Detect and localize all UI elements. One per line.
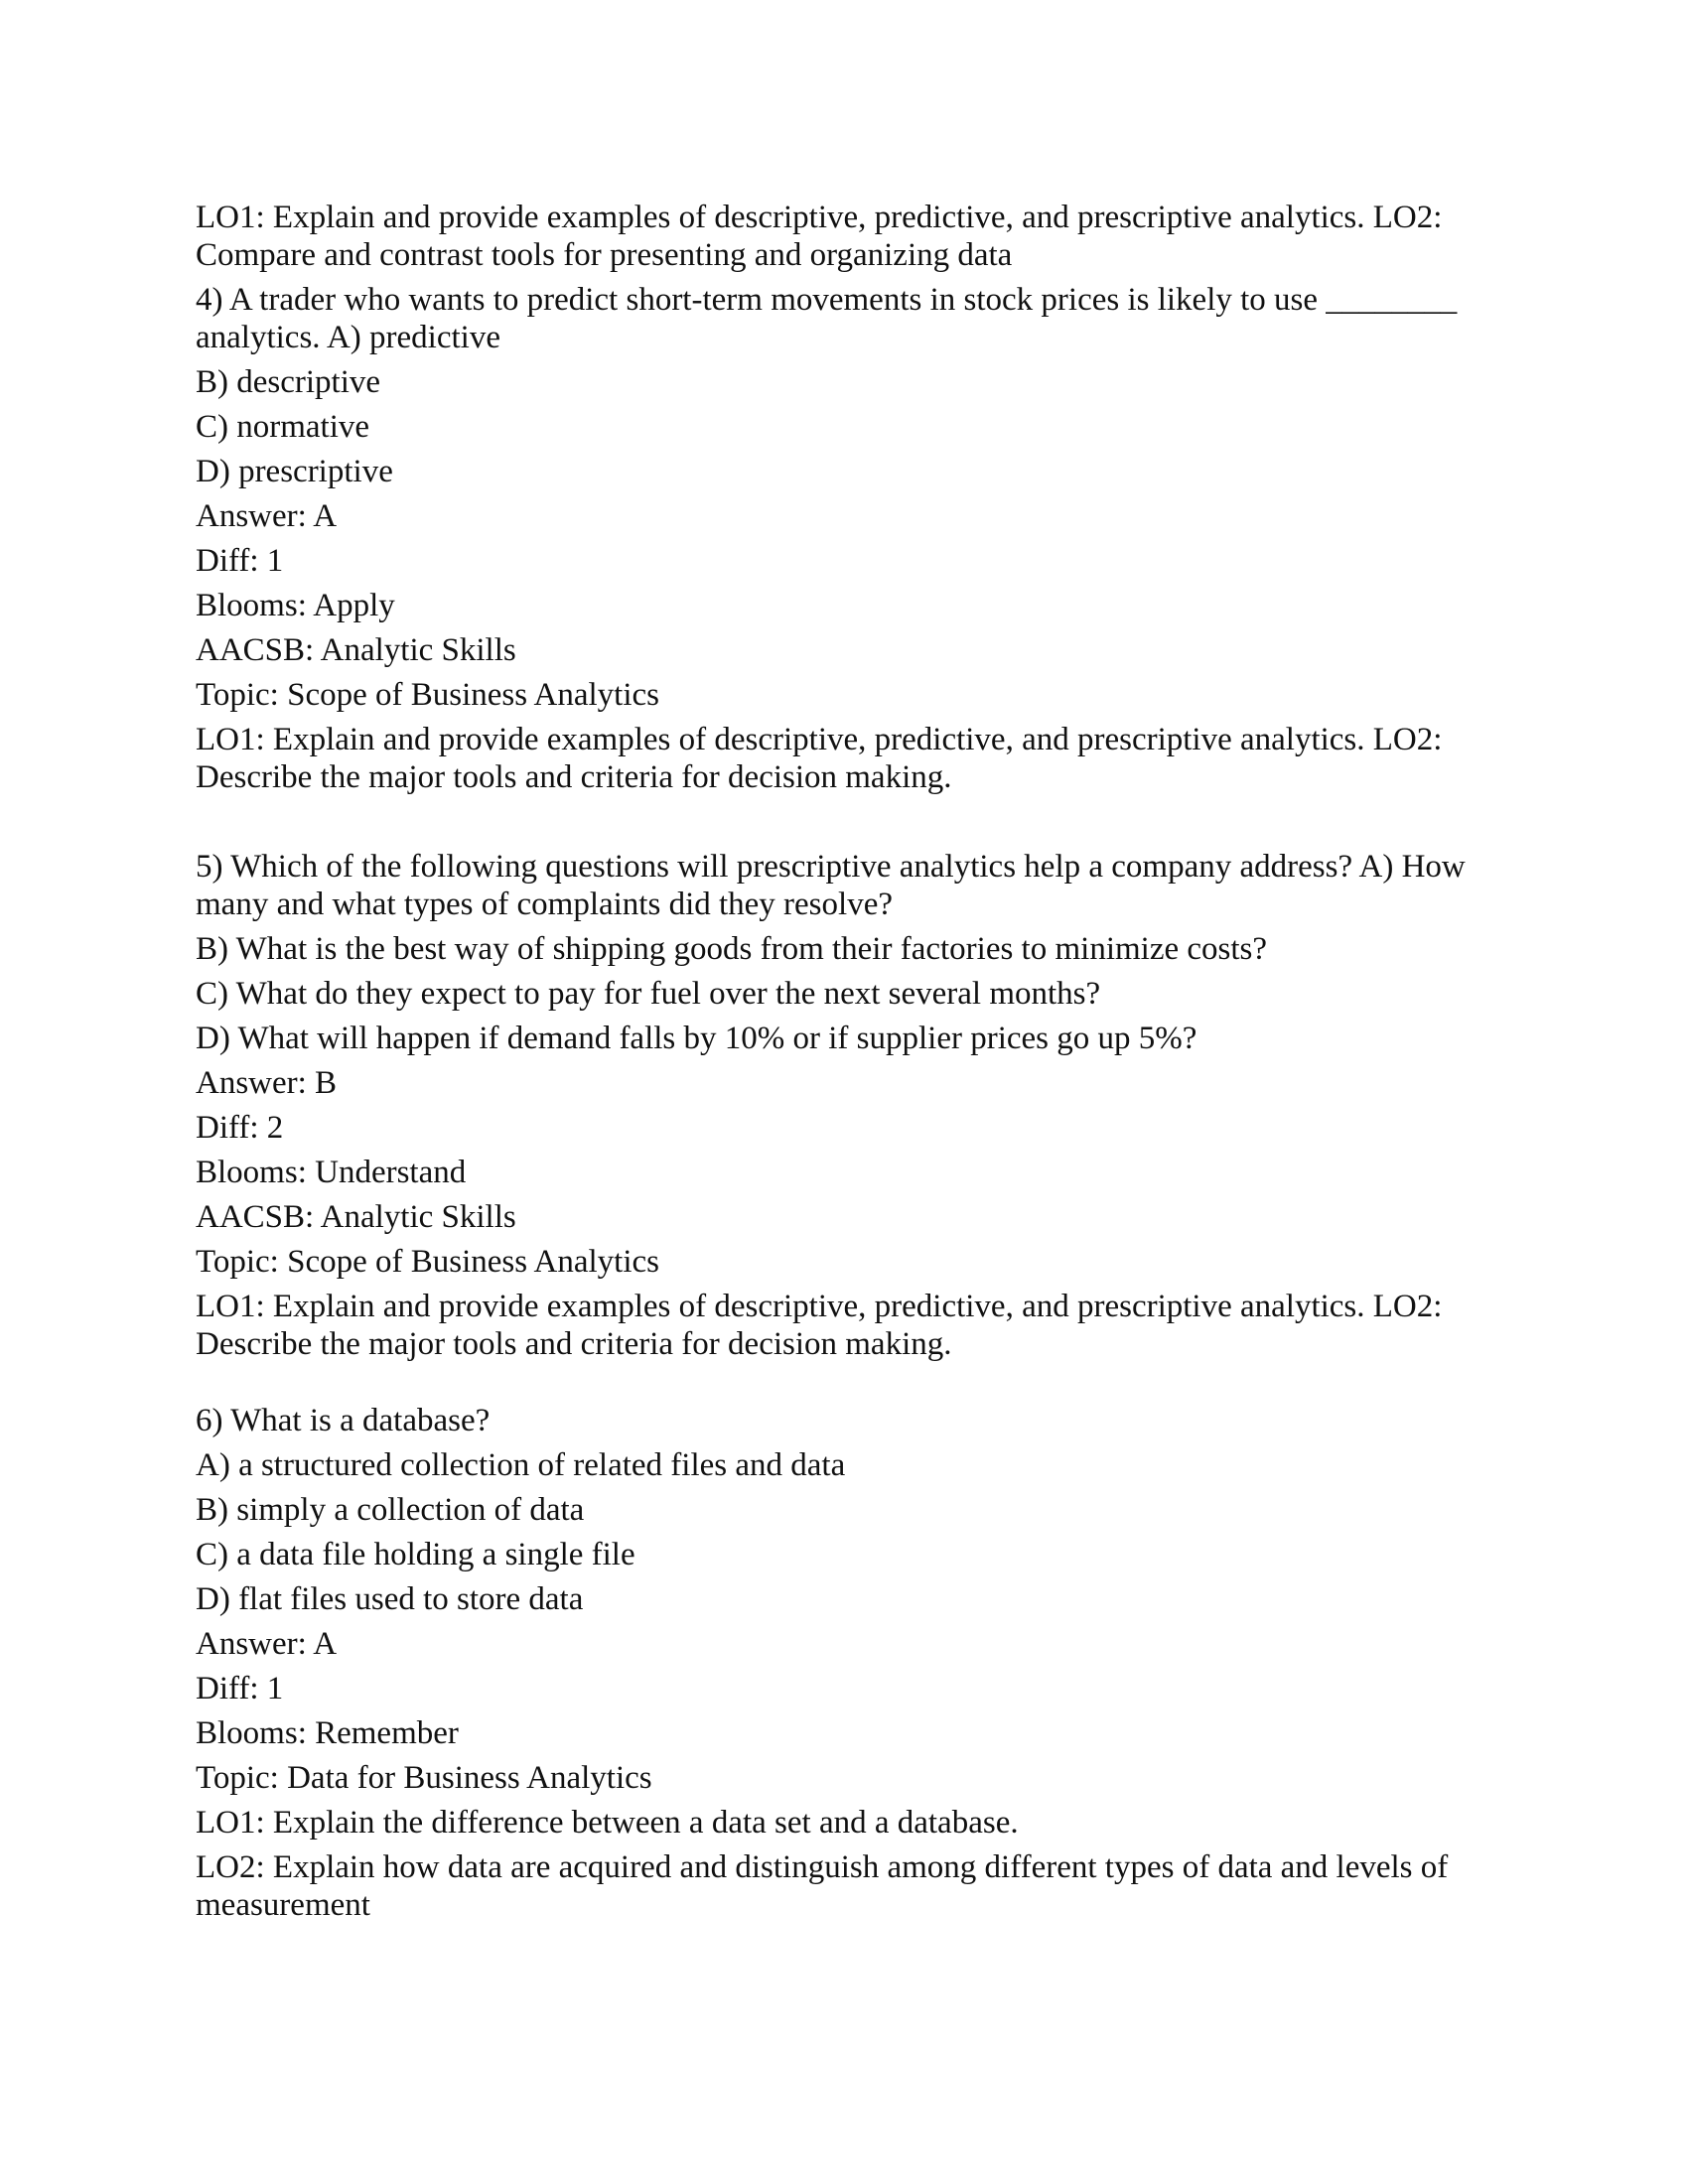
q5-learning-objective: LO1: Explain and provide examples of descriptive, predictive, and prescriptive analytics. LO2: Describe the major tools and criteria for decision making. <box>196 1289 1443 1362</box>
q5-option-b: B) What is the best way of shipping goods from their factories to minimize costs? <box>196 931 1268 967</box>
q4-answer: Answer: A <box>196 498 338 534</box>
q6-option-b: B) simply a collection of data <box>196 1492 585 1528</box>
q5-topic: Topic: Scope of Business Analytics <box>196 1244 659 1280</box>
q6-blooms: Blooms: Remember <box>196 1715 459 1751</box>
q6-option-d: D) flat files used to store data <box>196 1581 584 1617</box>
q6-option-c: C) a data file holding a single file <box>196 1537 635 1572</box>
q4-difficulty: Diff: 1 <box>196 543 284 579</box>
q6-difficulty: Diff: 1 <box>196 1671 284 1706</box>
q5-blooms: Blooms: Understand <box>196 1155 467 1190</box>
q4-option-c: C) normative <box>196 409 370 445</box>
q4-question-text: 4) A trader who wants to predict short-term movements in stock prices is likely to use ________ analytics. A) predictive <box>196 282 1458 355</box>
q5-option-d: D) What will happen if demand falls by 10% or if supplier prices go up 5%? <box>196 1021 1197 1056</box>
q5-difficulty: Diff: 2 <box>196 1110 284 1146</box>
q5-option-c: C) What do they expect to pay for fuel over the next several months? <box>196 976 1101 1012</box>
q4-blooms: Blooms: Apply <box>196 588 395 623</box>
q3-learning-objective: LO1: Explain and provide examples of descriptive, predictive, and prescriptive analytics. LO2: Compare and contrast tools for presenting and organizing data <box>196 200 1443 273</box>
q6-question-text: 6) What is a database? <box>196 1403 491 1438</box>
q6-option-a: A) a structured collection of related files and data <box>196 1447 846 1483</box>
spacer <box>196 803 1486 848</box>
q4-aacsb: AACSB: Analytic Skills <box>196 632 516 668</box>
q6-learning-objective-1: LO1: Explain the difference between a data set and a database. <box>196 1805 1019 1841</box>
q6-topic: Topic: Data for Business Analytics <box>196 1760 652 1796</box>
q4-topic: Topic: Scope of Business Analytics <box>196 677 659 713</box>
question-4 <box>196 281 1486 796</box>
document-body <box>196 199 1486 1931</box>
spacer <box>196 1370 1486 1402</box>
question-5 <box>196 848 1486 1363</box>
q4-learning-objective: LO1: Explain and provide examples of descriptive, predictive, and prescriptive analytics. LO2: Describe the major tools and criteria for decision making. <box>196 722 1443 795</box>
q5-aacsb: AACSB: Analytic Skills <box>196 1199 516 1235</box>
q5-answer: Answer: B <box>196 1065 338 1101</box>
q4-option-d: D) prescriptive <box>196 454 393 489</box>
question-6 <box>196 1402 1486 1924</box>
q6-answer: Answer: A <box>196 1626 338 1662</box>
q5-question-text: 5) Which of the following questions will prescriptive analytics help a company address? A) How many and what types of complaints did they resolve? <box>196 849 1466 922</box>
q4-option-b: B) descriptive <box>196 364 381 400</box>
q6-learning-objective-2: LO2: Explain how data are acquired and distinguish among different types of data and levels of measurement <box>196 1849 1449 1923</box>
